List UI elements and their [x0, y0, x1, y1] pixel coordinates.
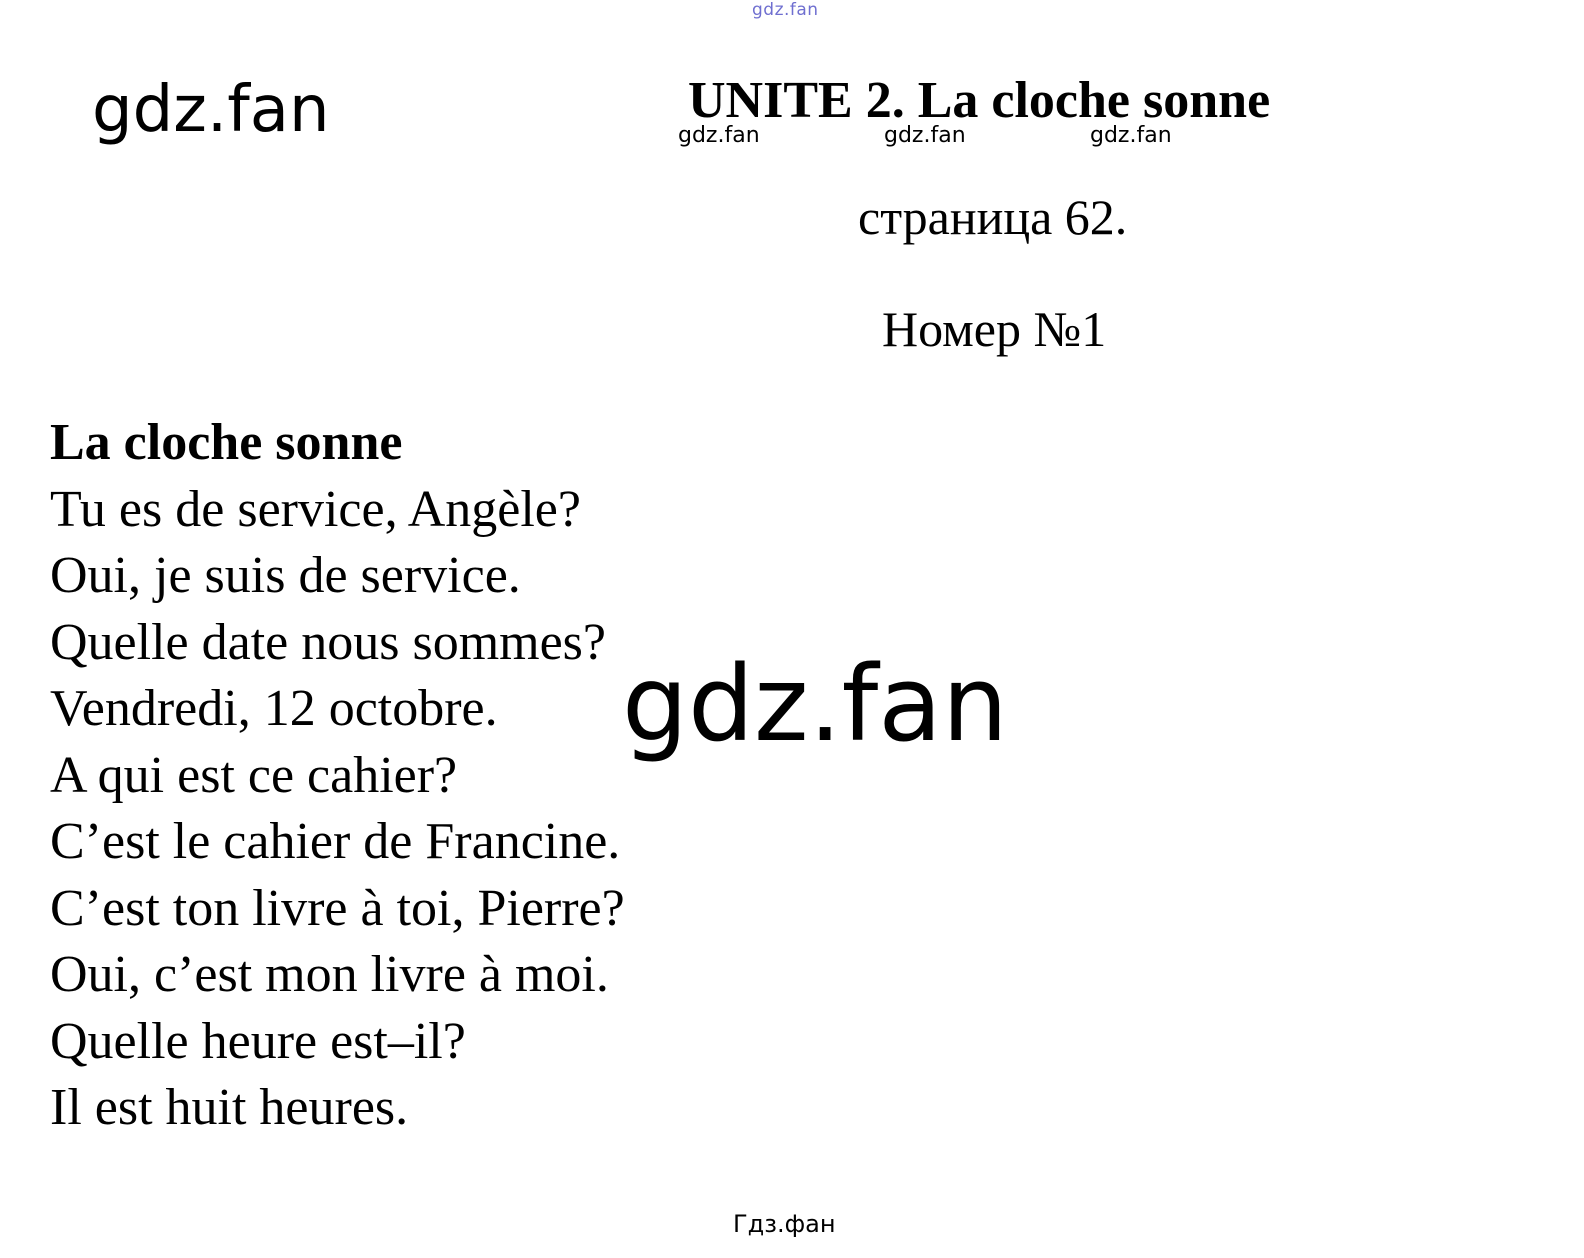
poem-line: Quelle heure est–il?	[50, 1012, 466, 1070]
poem-line: Oui, je suis de service.	[50, 547, 521, 604]
poem-line: Tu es de service, Angèle?	[50, 480, 581, 538]
poem-line: Vendredi, 12 octobre.	[50, 680, 498, 737]
poem-line: C’est le cahier de Francine.	[50, 813, 621, 870]
top-watermark: gdz.fan	[752, 0, 819, 20]
unit-title: UNITE 2. La cloche sonne	[688, 72, 1271, 129]
title-watermark: gdz.fan	[1090, 123, 1172, 148]
page-number: страница 62.	[858, 189, 1128, 245]
poem-line: Quelle date nous sommes?	[50, 613, 606, 671]
poem-line: C’est ton livre à toi, Pierre?	[50, 879, 625, 937]
exercise-number: Номер №1	[882, 301, 1107, 357]
title-watermark: gdz.fan	[678, 123, 760, 148]
poem-line: Oui, c’est mon livre à moi.	[50, 946, 609, 1003]
poem-line: A qui est ce cahier?	[50, 746, 458, 804]
poem-line: Il est huit heures.	[50, 1079, 409, 1136]
poem-block	[50, 410, 625, 1142]
logo-watermark: gdz.fan	[92, 73, 330, 147]
center-watermark: gdz.fan	[622, 643, 1008, 765]
bottom-watermark: Гдз.фан	[733, 1210, 836, 1238]
poem-title: La cloche sonne	[50, 414, 403, 471]
title-watermark: gdz.fan	[884, 123, 966, 148]
